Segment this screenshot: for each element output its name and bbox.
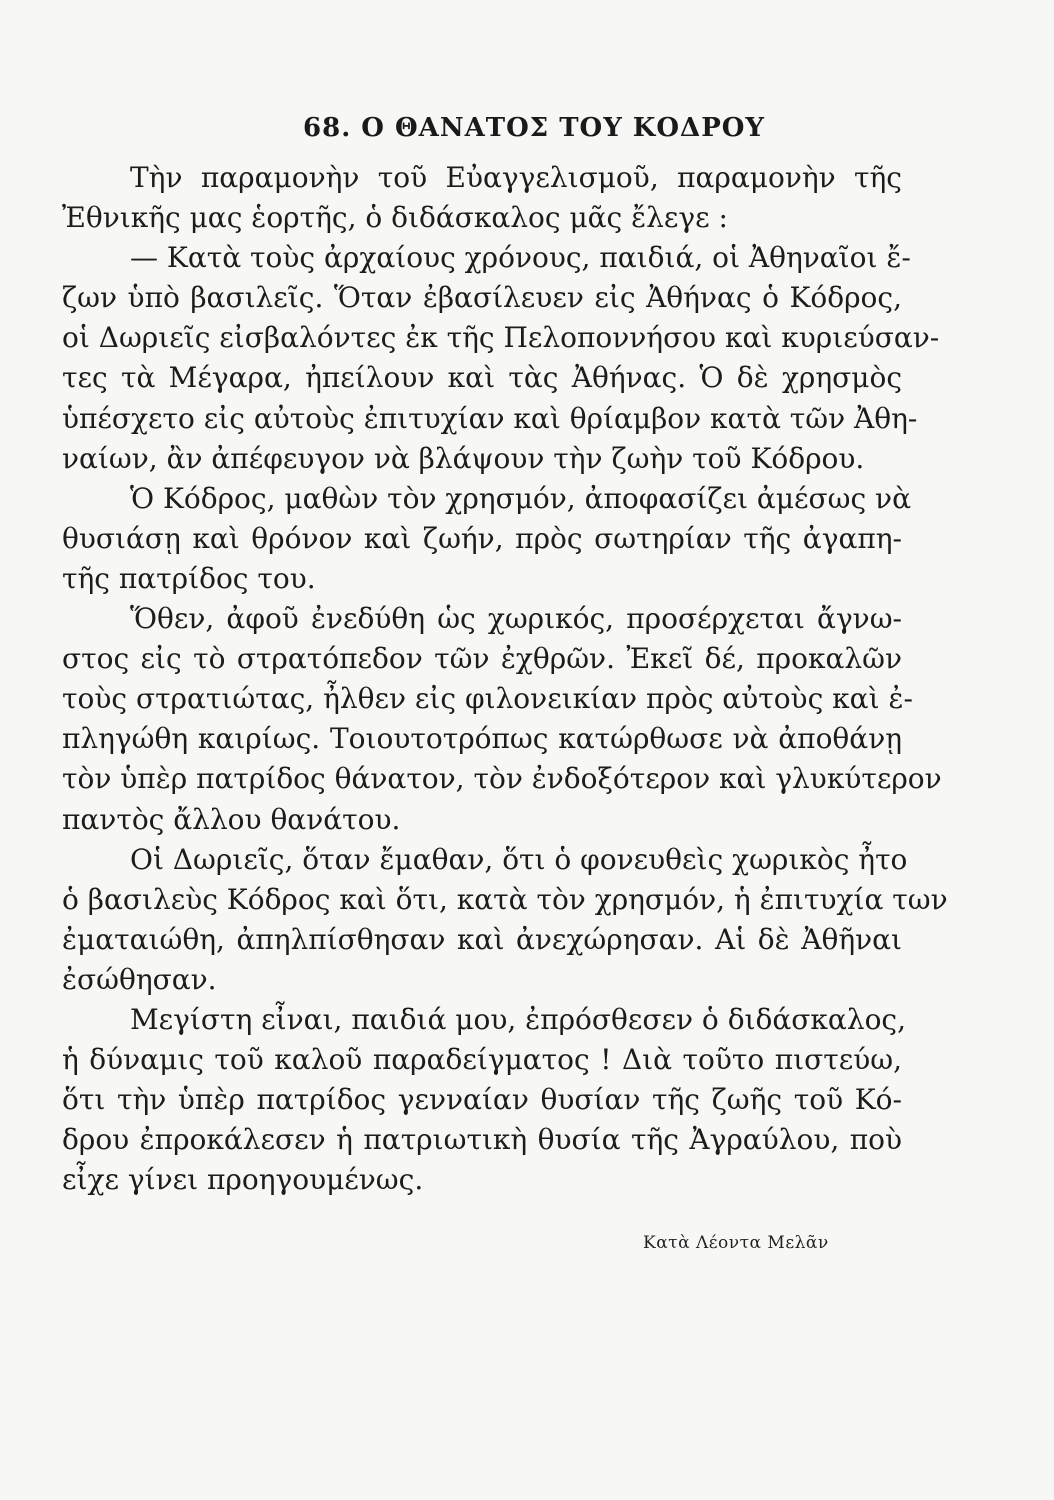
chapter-title: 68. Ο ΘΑΝΑΤΟΣ ΤΟΥ ΚΟΔΡΟΥ: [303, 113, 765, 143]
text-line: Τὴν παραμονὴν τοῦ Εὐαγγελισμοῦ, παραμονὴν τῆς: [130, 161, 902, 194]
story-text: [62, 158, 948, 1200]
text-line: Μεγίστη εἶναι, παιδιά μου, ἐπρόσθεσεν ὁ διδάσκαλος,: [130, 1002, 907, 1036]
text-line: τῆς πατρίδος του.: [62, 561, 316, 595]
text-line: ναίων, ἂν ἀπέφευγον νὰ βλάψουν τὴν ζωὴν τοῦ Κόδρου.: [62, 441, 865, 475]
text-line: Ἐθνικῆς μας ἑορτῆς, ὁ διδάσκαλος μᾶς ἔλεγε :: [62, 201, 728, 235]
text-line: Ὁ Κόδρος, μαθὼν τὸν χρησμόν, ἀποφασίζει ἀμέσως νὰ: [130, 481, 911, 515]
text-line: πληγώθη καιρίως. Τοιουτοτρόπως κατώρθωσε νὰ ἀποθάνῃ: [62, 722, 902, 756]
text-line: ἡ δύναμις τοῦ καλοῦ παραδείγματος ! Διὰ τοῦτο πιστεύω,: [62, 1043, 902, 1077]
text-line: Οἱ Δωριεῖς, ὅταν ἔμαθαν, ὅτι ὁ φονευθεὶς χωρικὸς ἦτο: [130, 842, 908, 876]
text-line: ἐσώθησαν.: [62, 962, 217, 996]
text-line: παντὸς ἄλλου θανάτου.: [62, 802, 401, 836]
text-line: Ὅθεν, ἀφοῦ ἐνεδύθη ὡς χωρικός, προσέρχεται ἄγνω-: [130, 602, 902, 636]
text-line: εἶχε γίνει προηγουμένως.: [62, 1163, 424, 1197]
author-attribution: Κατὰ Λέοντα Μελᾶν: [643, 1233, 829, 1253]
text-line: ἐματαιώθη, ἀπηλπίσθησαν καὶ ἀνεχώρησαν. Αἱ δὲ Ἀθῆναι: [62, 922, 902, 956]
text-line: — Κατὰ τοὺς ἀρχαίους χρόνους, παιδιά, οἱ Ἀθηναῖοι ἔ-: [130, 241, 911, 275]
text-line: ὁ βασιλεὺς Κόδρος καὶ ὅτι, κατὰ τὸν χρησμόν, ἡ ἐπιτυχία των: [62, 882, 948, 916]
text-line: δρου ἐπροκάλεσεν ἡ πατριωτικὴ θυσία τῆς Ἀγραύλου, ποὺ: [62, 1123, 902, 1157]
text-line: οἱ Δωριεῖς εἰσβαλόντες ἐκ τῆς Πελοποννήσου καὶ κυριεύσαν-: [62, 321, 940, 355]
text-line: τες τὰ Μέγαρα, ἠπείλουν καὶ τὰς Ἀθήνας. Ὁ δὲ χρησμὸς: [62, 361, 902, 395]
text-line: ζων ὑπὸ βασιλεῖς. Ὅταν ἐβασίλευεν εἰς Ἀθήνας ὁ Κόδρος,: [62, 281, 902, 315]
text-line: ὑπέσχετο εἰς αὐτοὺς ἐπιτυχίαν καὶ θρίαμβον κατὰ τῶν Ἀθη-: [62, 401, 918, 435]
text-line: τοὺς στρατιώτας, ἦλθεν εἰς φιλονεικίαν πρὸς αὐτοὺς καὶ ἐ-: [62, 682, 913, 716]
text-line: θυσιάσῃ καὶ θρόνον καὶ ζωήν, πρὸς σωτηρίαν τῆς ἀγαπη-: [62, 521, 902, 555]
text-line: τὸν ὑπὲρ πατρίδος θάνατον, τὸν ἐνδοξότερον καὶ γλυκύτερον: [62, 762, 942, 796]
text-line: στος εἰς τὸ στρατόπεδον τῶν ἐχθρῶν. Ἐκεῖ δέ, προκαλῶν: [62, 642, 902, 676]
text-line: ὅτι τὴν ὑπὲρ πατρίδος γενναίαν θυσίαν τῆς ζωῆς τοῦ Κό-: [62, 1083, 902, 1117]
